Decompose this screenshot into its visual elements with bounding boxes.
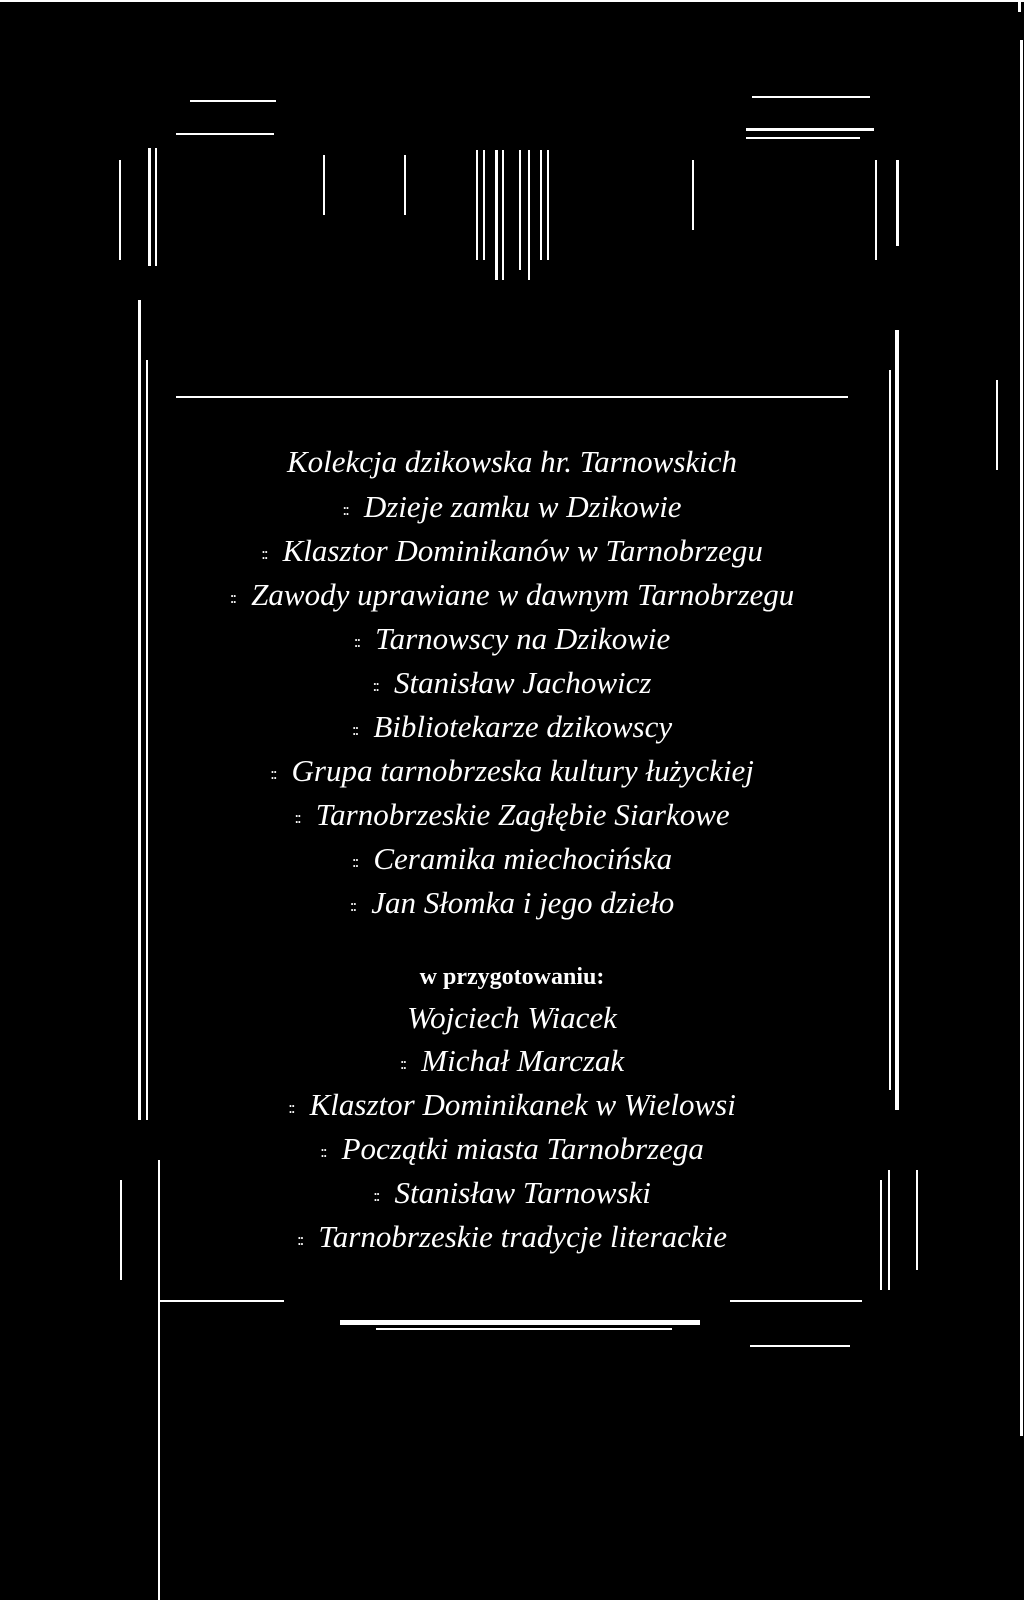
list-item: :: Początki miasta Tarnobrzega xyxy=(0,1131,1024,1170)
list-item: :: Tarnowscy na Dzikowie xyxy=(0,621,1024,660)
list-item: :: Ceramika miechocińska xyxy=(0,841,1024,880)
separator-icon: :: xyxy=(288,1097,294,1117)
list-item: :: Klasztor Dominikanek w Wielowsi xyxy=(0,1087,1024,1126)
separator-icon: :: xyxy=(229,587,236,607)
list-item: :: Grupa tarnobrzeska kultury łużyckiej xyxy=(0,753,1024,792)
separator-icon: :: xyxy=(351,851,358,871)
separator-icon: :: xyxy=(296,1229,303,1249)
separator-icon: :: xyxy=(342,499,348,519)
separator-icon: :: xyxy=(351,719,358,739)
list-item: :: Zawody uprawiane w dawnym Tarnobrzegu xyxy=(0,577,1024,616)
separator-icon: :: xyxy=(399,1053,406,1073)
separator-icon: :: xyxy=(373,1185,379,1205)
separator-icon: :: xyxy=(294,807,300,827)
separator-icon: :: xyxy=(261,543,267,563)
list-item: :: Jan Słomka i jego dzieło xyxy=(0,885,1024,924)
list-item: :: Klasztor Dominikanów w Tarnobrzegu xyxy=(0,533,1024,572)
list-item: :: Tarnobrzeskie tradycje literackie xyxy=(0,1219,1024,1258)
list-item: :: Stanisław Tarnowski xyxy=(0,1175,1024,1214)
separator-icon: :: xyxy=(349,895,356,915)
list-item: :: Dzieje zamku w Dzikowie xyxy=(0,489,1024,528)
separator-icon: :: xyxy=(270,763,276,783)
separator-icon: :: xyxy=(372,675,378,695)
list-item: :: Michał Marczak xyxy=(0,1043,1024,1082)
in-preparation-heading: w przygotowaniu: xyxy=(419,964,605,990)
series-title: Kolekcja dzikowska hr. Tarnowskich xyxy=(286,444,738,479)
list-item: :: Stanisław Jachowicz xyxy=(0,665,1024,704)
separator-icon: :: xyxy=(353,631,360,651)
separator-icon: :: xyxy=(320,1141,326,1161)
list-item: :: Bibliotekarze dzikowscy xyxy=(0,709,1024,748)
list-item: :: Tarnobrzeskie Zagłębie Siarkowe xyxy=(0,797,1024,836)
list-item: Wojciech Wiacek xyxy=(407,1000,617,1035)
